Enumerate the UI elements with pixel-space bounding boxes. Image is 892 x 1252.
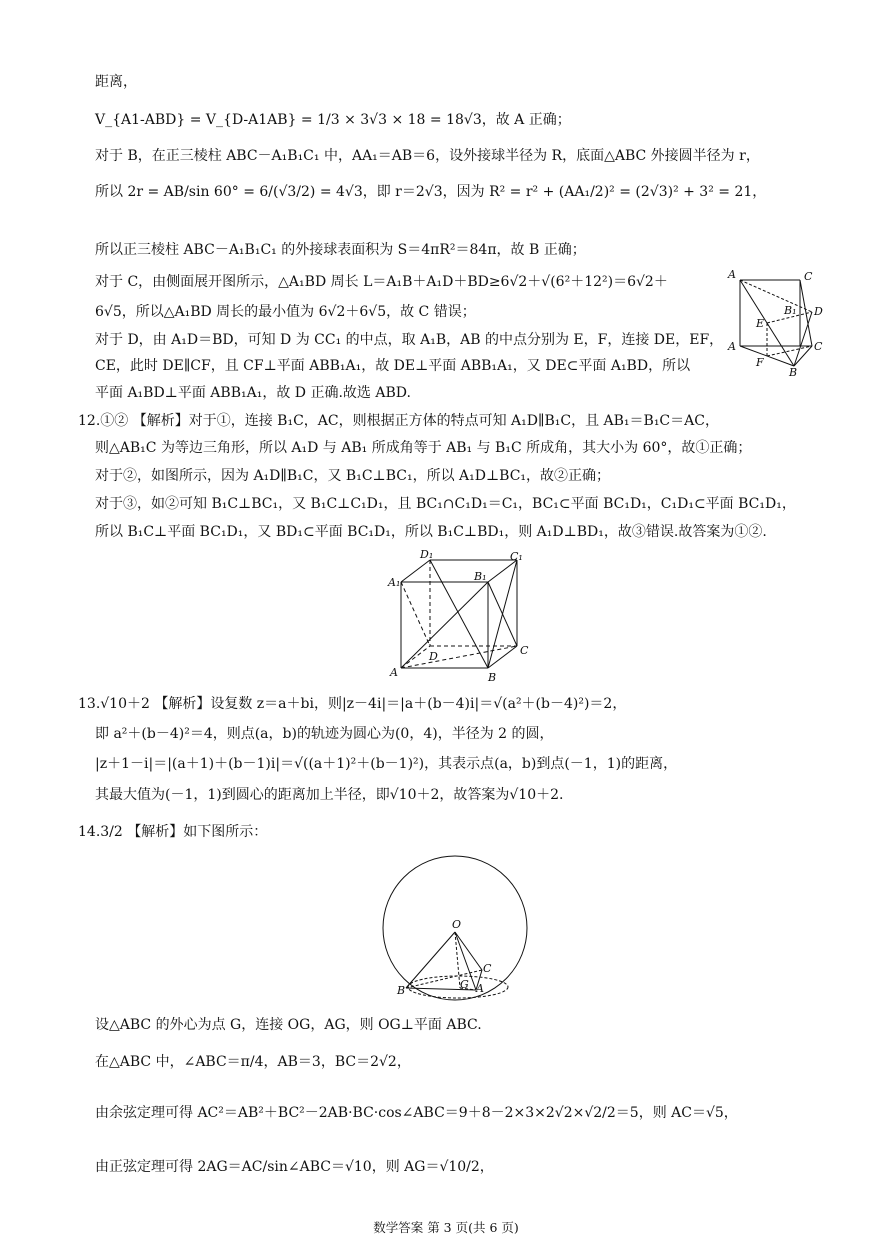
text-line: CE，此时 DE∥CF，且 CF⊥平面 ABB₁A₁，故 DE⊥平面 ABB₁A₁，又 DE⊂平面 A₁BD，所以 [95,358,691,374]
text-line: 由余弦定理可得 AC²＝AB²＋BC²－2AB·BC·cos∠ABC＝9＋8－2×3×2√2×√2/2＝5，则 AC＝√5， [95,1105,738,1121]
prism-label: C [814,340,823,353]
sphere-label: G [460,978,469,991]
cube-label: B₁ [474,570,487,583]
text-line: 所以 B₁C⊥平面 BC₁D₁，又 BD₁⊂平面 BC₁D₁，所以 B₁C⊥BD₁，则 A₁D⊥BD₁，故③错误.故答案为①②. [95,524,767,540]
sphere-label: B [397,984,406,997]
text-line: 对于 C，由侧面展开图所示，△A₁BD 周长 L＝A₁B＋A₁D＋BD≥6√2＋√(6²＋12²)＝6√2＋ [95,274,668,290]
cube-label: C [520,644,529,657]
prism-figure [724,266,824,378]
cube-figure [384,544,534,684]
text-line: V_{A1-ABD} = V_{D-A1AB} = 1/3 × 3√3 × 18 = 18√3，故 A 正确； [95,112,571,128]
text-line: 6√5，所以△A₁BD 周长的最小值为 6√2＋6√5，故 C 错误； [95,304,476,320]
prism-label: F [756,356,764,369]
text-line: 对于 B，在正三棱柱 ABC－A₁B₁C₁ 中，AA₁＝AB＝6，设外接球半径为 R，底面△ABC 外接圆半径为 r， [95,148,760,164]
cube-label: A [390,666,398,679]
text-line: |z＋1－i|＝|(a＋1)＋(b－1)i|＝√((a＋1)²＋(b－1)²)，其表示点(a，b)到点(－1，1)的距离， [95,756,678,772]
text-line: 12.①② 【解析】对于①，连接 B₁C，AC，则根据正方体的特点可知 A₁D∥B₁C，且 AB₁＝B₁C＝AC， [78,413,719,429]
text-line: 对于 D，由 A₁D＝BD，可知 D 为 CC₁ 的中点，取 A₁B，AB 的中点分别为 E，F，连接 DE，EF， [95,332,724,348]
text-line: 距离， [95,74,137,90]
text-line: 对于②，如图所示，因为 A₁D∥B₁C，又 B₁C⊥BC₁，所以 A₁D⊥BC₁，故②正确； [95,468,611,484]
text-line: 所以 2r = AB/sin 60° = 6/(√3/2) = 4√3，即 r＝2√3，因为 R² = r² + (AA₁/2)² = (2√3)² + 3² = 21， [95,184,767,200]
prism-label: E [756,317,765,330]
cube-label: A₁ [388,576,401,589]
cube-label: C₁ [510,550,523,563]
prism-label: A [728,340,736,353]
text-line: 平面 A₁BD⊥平面 ABB₁A₁，故 D 正确.故选 ABD. [95,385,411,401]
text-line: 则△AB₁C 为等边三角形，所以 A₁D 与 AB₁ 所成角等于 AB₁ 与 B₁C 所成角，其大小为 60°，故①正确； [95,440,752,456]
text-line: 设△ABC 的外心为点 G，连接 OG，AG，则 OG⊥平面 ABC. [95,1017,482,1033]
sphere-label: C [483,962,492,975]
text-line: 所以正三棱柱 ABC－A₁B₁C₁ 的外接球表面积为 S＝4πR²＝84π，故 B 正确； [95,242,586,258]
text-line: 对于③，如②可知 B₁C⊥BC₁，又 B₁C⊥C₁D₁，且 BC₁∩C₁D₁＝C₁，BC₁⊂平面 BC₁D₁，C₁D₁⊂平面 BC₁D₁， [95,496,796,512]
sphere-label: O [452,918,462,931]
text-line: 其最大值为(－1，1)到圆心的距离加上半径，即√10＋2，故答案为√10＋2. [95,787,564,803]
sphere-figure [380,852,530,1007]
sphere-label: A [476,982,484,995]
cube-label: D [429,650,438,663]
cube-label: D₁ [420,548,434,561]
text-line: 由正弦定理可得 2AG＝AC/sin∠ABC＝√10，则 AG＝√10/2， [95,1159,494,1175]
page-footer: 数学答案 第 3 页(共 6 页) [373,1220,519,1235]
text-line: 14.3/2 【解析】如下图所示： [78,824,268,840]
cube-label: B [488,671,497,684]
prism-label: B [789,366,798,378]
prism-label: D [814,305,823,318]
text-line: 在△ABC 中，∠ABC＝π/4，AB＝3，BC＝2√2， [95,1054,411,1070]
prism-label: B₁ [784,304,797,317]
prism-label: C [804,270,813,283]
text-line: 即 a²＋(b－4)²＝4，则点(a，b)的轨迹为圆心为(0，4)，半径为 2 的圆， [95,726,554,742]
text-line: 13.√10＋2 【解析】设复数 z＝a＋bi，则|z－4i|＝|a＋(b－4)i|＝√(a²＋(b－4)²)＝2， [78,696,627,712]
prism-label: A [728,268,736,281]
